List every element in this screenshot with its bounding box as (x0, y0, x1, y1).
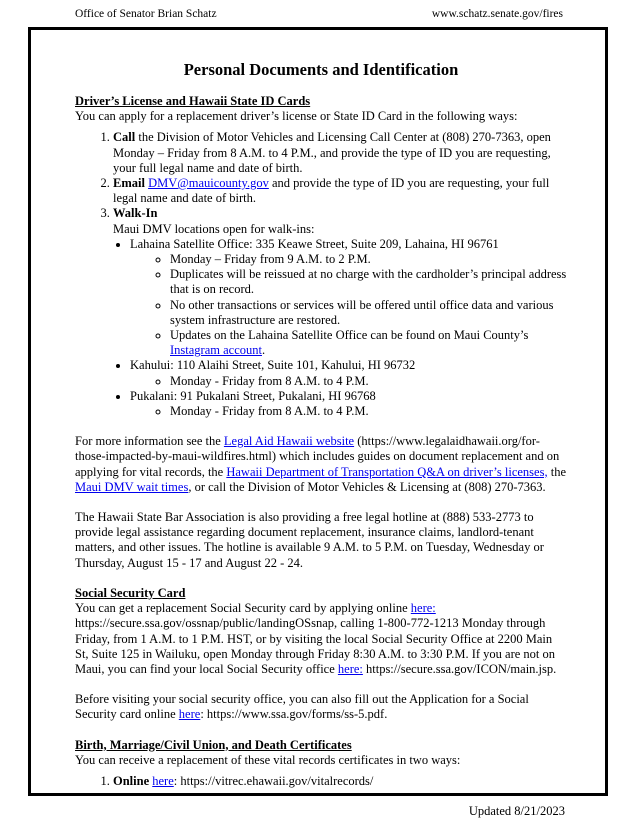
walkin-intro: Maui DMV locations open for walk-ins: (113, 221, 315, 236)
more-text-1: For more information see the (75, 434, 224, 449)
more-text-3: the (547, 464, 566, 479)
legal-aid-link[interactable]: Legal Aid Hawaii website (223, 434, 355, 449)
ss5-form-link[interactable]: here (178, 707, 201, 722)
pukalani-address: Pukalani: 91 Pukalani Street, Pukalani, HI 96768 (130, 388, 376, 403)
call-text: the Division of Motor Vehicles and Licensing Call Center at (808) 270-7363, open Monday – Friday from 8 A.M. to 4 P.M., and provide the type of ID you are requesting, your full legal name and date of birth. (113, 130, 551, 175)
list-item-walkin (113, 206, 567, 419)
ssc-text-3: https://secure.ssa.gov/ICON/main.jsp. (362, 661, 557, 676)
dl-methods-list (75, 130, 567, 419)
ssc-text-1: You can get a replacement Social Security card by applying online (75, 601, 411, 616)
kahului-details (130, 374, 567, 389)
list-item: ◦ Monday - Friday from 8 A.M. to 4 P.M. (170, 374, 567, 389)
list-item-online (113, 774, 567, 789)
list-item: ◦ Monday - Friday from 8 A.M. to 4 P.M. (170, 404, 567, 419)
hdot-qa-link[interactable]: Hawaii Department of Transportation Q&A on driver’s licenses, (226, 464, 548, 479)
list-item: ◦ Updates on the Lahaina Satellite Office can be found on Maui County’s Instagram account. (170, 328, 567, 358)
ssc-app-text-1: Before visiting your social security office, you can also fill out the Application for a Social Security card online (75, 692, 529, 722)
header-url: www.schatz.senate.gov/fires (431, 8, 563, 20)
list-item-email (113, 176, 567, 206)
list-item-call (113, 130, 567, 176)
instagram-link[interactable]: Instagram account (170, 343, 262, 358)
lahaina-details (130, 252, 567, 358)
ssc-heading: Social Security Card (75, 585, 186, 600)
email-label: Email (113, 176, 145, 191)
dl-heading: Driver’s License and Hawaii State ID Cards (75, 94, 311, 108)
more-info-paragraph (75, 434, 567, 495)
header-office: Office of Senator Brian Schatz (75, 8, 217, 20)
location-lahaina (130, 237, 567, 359)
updated-date: Updated 8/21/2023 (468, 804, 565, 818)
list-item: ◦ Duplicates will be reissued at no charge with the cardholder’s principal address that is on record. (170, 267, 567, 297)
document-body (75, 60, 567, 789)
ssc-text-2: https://secure.ssa.gov/ossnap/public/landingOSsnap, calling 1-800-772-1213 Monday through Friday, from 1 A.M. to 1 P.M. HST, or by visiting the local Social Security Office at 2200 Main St, Suite 125 in Wailuku, open Monday through Friday 8:30 A.M. to 3:30 P.M. If you are not on Maui, you can find your local Social Security office (75, 616, 555, 676)
kahului-address: Kahului: 110 Alaihi Street, Suite 101, Kahului, HI 96732 (130, 358, 416, 373)
dl-intro: You can apply for a replacement driver’s license or State ID Card in the following ways: (75, 109, 518, 124)
lahaina-updates-text: Updates on the Lahaina Satellite Office can be found on Maui County’s (170, 328, 529, 343)
call-label: Call (113, 130, 136, 145)
lahaina-address: Lahaina Satellite Office: 335 Keawe Street, Suite 209, Lahaina, HI 96761 (130, 236, 499, 251)
dmv-locations-list (113, 237, 567, 419)
dmv-email-link[interactable]: DMV@mauicounty.gov (148, 176, 269, 191)
pukalani-details (130, 404, 567, 419)
walkin-label: Walk-In (113, 206, 158, 221)
page-title: Personal Documents and Identification (183, 60, 459, 79)
more-text-4: , or call the Division of Motor Vehicles & Licensing at (808) 270-7363. (188, 479, 546, 494)
ssa-online-link[interactable]: here: (410, 601, 436, 616)
email-text: and provide the type of ID you are requesting, your full legal name and date of birth. (113, 176, 550, 206)
online-label: Online (113, 773, 150, 788)
bar-hotline-paragraph: The Hawaii State Bar Association is also providing a free legal hotline at (888) 533-2773 to provide legal assistance regarding document replacement, insurance claims, landlord-tenant matters, and other issues. The hotline is available 9 A.M. to 5 P.M. on Tuesday, Wednesday or Thursday, August 15 - 17 and August 22 - 24. (75, 510, 544, 570)
birth-heading: Birth, Marriage/Civil Union, and Death Certificates (75, 737, 352, 752)
list-item: ◦ Monday – Friday from 9 A.M. to 2 P.M. (170, 252, 567, 267)
ssc-paragraph (75, 601, 567, 677)
birth-intro: You can receive a replacement of these vital records certificates in two ways: (75, 752, 461, 767)
ssc-app-text-2: : https://www.ssa.gov/forms/ss-5.pdf. (200, 707, 388, 722)
dmv-wait-times-link[interactable]: Maui DMV wait times (75, 479, 189, 494)
location-pukalani (130, 389, 567, 419)
list-item: ◦ No other transactions or services will be offered until office data and various system infrastructure are restored. (170, 298, 567, 328)
online-text: : https://vitrec.ehawaii.gov/vitalrecords/ (173, 773, 374, 788)
ssc-application-paragraph (75, 692, 567, 722)
location-kahului (130, 358, 567, 388)
more-text-2: (https://www.legalaidhawaii.org/for-those-impacted-by-maui-wildfires.html) which includes guides on document replacement and on applying for vital records, the (75, 434, 560, 479)
birth-methods-list (75, 774, 567, 789)
vital-records-link[interactable]: here (152, 773, 174, 788)
ssa-office-locator-link[interactable]: here: (337, 661, 363, 676)
